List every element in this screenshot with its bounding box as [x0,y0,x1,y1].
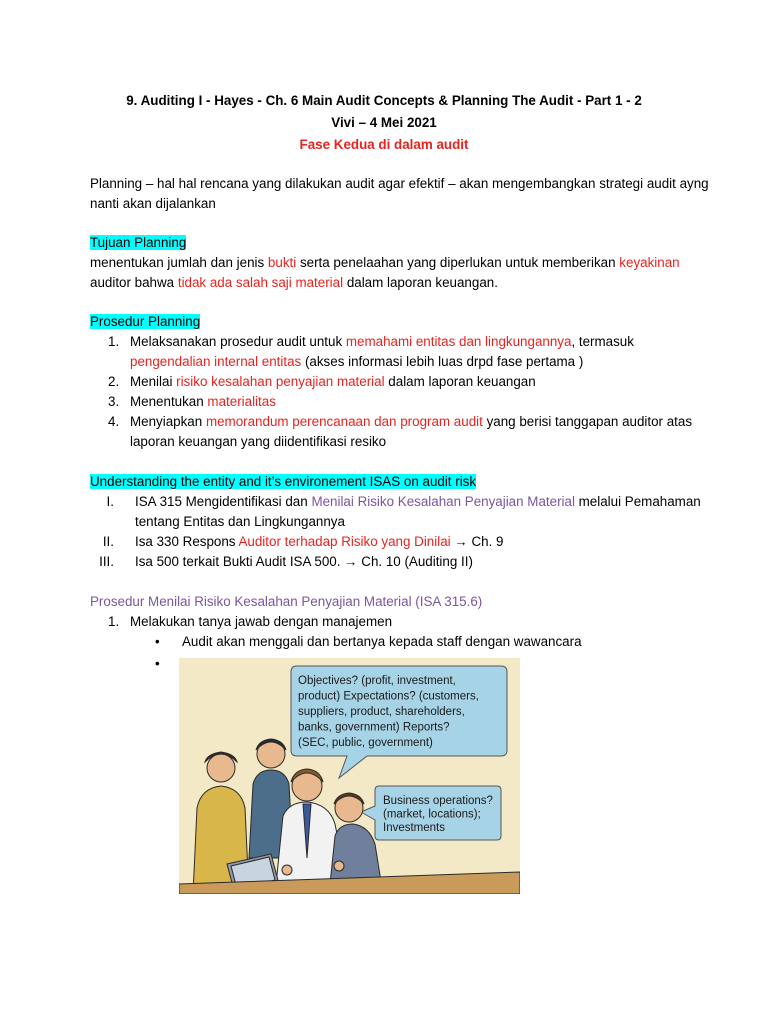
understanding-num-2: II. [102,534,114,549]
prosedur-item-3: 3. Menentukan materialitas [108,394,276,409]
bubble1-line-3: suppliers, product, shareholders, [298,706,465,718]
bullet-1: • [155,634,160,649]
prosedur-item-1: 1. Melaksanakan prosedur audit untuk memahami entitas dan lingkungannya, termasuk [108,334,634,349]
tujuan-line-2: auditor bahwa tidak ada salah saji material dalam laporan keuangan. [90,275,498,290]
prosedur-item-4: 4. Menyiapkan memorandum perencanaan dan program audit yang berisi tanggapan auditor atas [108,414,693,429]
tujuan-heading: Tujuan Planning [90,235,187,250]
bubble1-line-4: banks, government) Reports? [298,721,450,734]
understanding-item-1-cont: tentang Entitas dan Lingkungannya [135,514,345,529]
tujuan-line-1: menentukan jumlah dan jenis bukti serta penelaahan yang diperlukan untuk memberikan keyakinan [90,255,680,270]
prosedur-menilai-item-1: 1. Melakukan tanya jawab dengan manajemen [108,614,393,629]
bubble2-line-2: (market, locations); [383,808,481,821]
prosedur-heading: Prosedur Planning [90,314,201,329]
phase-subtitle: Fase Kedua di dalam audit [299,137,469,152]
prosedur-item-1-cont: pengendalian internal entitas (akses informasi lebih luas drpd fase pertama ) [130,354,584,369]
bubble1-line-5: (SEC, public, government) [298,737,433,749]
understanding-item-3: Isa 500 terkait Bukti Audit ISA 500. → Ch. 10 (Auditing II) [135,554,473,569]
understanding-item-2: Isa 330 Respons Auditor terhadap Risiko yang Dinilai → Ch. 9 [135,534,504,549]
prosedur-menilai-heading: Prosedur Menilai Risiko Kesalahan Penyajian Material (ISA 315.6) [90,594,483,609]
meeting-illustration-graphic [179,658,520,894]
bubble1-line-1: Objectives? (profit, investment, [298,675,456,687]
prosedur-item-2: 2. Menilai risiko kesalahan penyajian material dalam laporan keuangan [108,374,536,389]
bubble1-line-2: product) Expectations? (customers, [298,690,479,703]
author-date: Vivi – 4 Mei 2021 [331,115,437,130]
understanding-item-1: ISA 315 Mengidentifikasi dan Menilai Risiko Kesalahan Penyajian Material melalui Pemahaman [135,494,701,509]
bullet-1-text: Audit akan menggali dan bertanya kepada staff dengan wawancara [182,634,582,649]
prosedur-item-4-cont: laporan keuangan yang diidentifikasi resiko [130,434,387,449]
bubble2-line-3: Investments [383,822,445,834]
planning-line-2: nanti akan dijalankan [90,196,216,211]
bullet-2: • [155,656,160,671]
understanding-num-3: III. [99,554,114,569]
understanding-num-1: I. [106,494,114,509]
planning-line-1: Planning – hal hal rencana yang dilakukan audit agar efektif – akan mengembangkan strategi audit ayng [90,176,709,191]
understanding-heading: Understanding the entity and it’s environement ISAS on audit risk [90,474,477,489]
meeting-illustration [179,658,520,894]
bubble2-line-1: Business operations? [383,795,493,807]
document-title: 9. Auditing I - Hayes - Ch. 6 Main Audit Concepts & Planning The Audit - Part 1 - 2 [126,93,642,108]
